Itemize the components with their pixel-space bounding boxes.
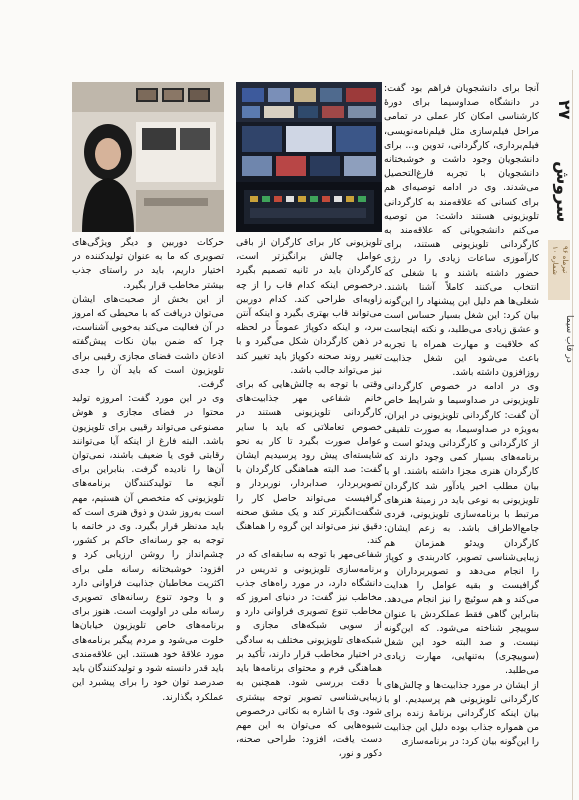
paragraph: حرکات دوربین و دیگر ویژگی‌های تصویری که ما به عنوان تولیدکننده در اختیار داریم، باید در راستای جذب بیشتر مخاطب قرار بگیرد.: [72, 237, 224, 291]
paragraph: از این بخش از صحبت‌های ایشان می‌توان دریافت که با محیطی که امروز در آن فعالیت می‌کند به‌خوبی آشناست، چرا که ضمن بیان نکات پیش‌گفته اذعان داشت فضای مجازی رقیبی برای تلویزیون است که باید آن را جدی گرفت.: [72, 293, 224, 391]
sidebar-divider: [572, 70, 573, 800]
article-column-right: [384, 82, 539, 794]
article-column-left: [72, 236, 224, 796]
paragraph: شفاعی‌مهر با توجه به سابقه‌ای که در برنامه‌سازی تلویزیونی و تدریس در دانشگاه دارد، در مورد راه‌های جذب مخاطب نیز گفت: در دنیای امروز که مخاطب تنوع تصویری فراوانی دارد و از سویی شبکه‌های مجازی و شبکه‌های تلویزیونی مختلف به سادگی در اختیار مخاطب قرار دارند، تأکید بر هماهنگی فرم و محتوای برنامه‌ها باید با دقت بررسی شود. همچنین به زیبایی‌شناسی تصویر توجه بیشتری شود. وی با اشاره به نکاتی درخصوص شیوه‌هایی که می‌توان به این مهم دست یافت، افزود: طراحی صحنه، دکور و نور،: [236, 549, 382, 760]
editor-illustration: [72, 82, 224, 232]
woman-editor-photo: [72, 82, 224, 232]
issue-number: شماره ۱۰: [551, 246, 559, 275]
article-column-middle: [236, 236, 382, 796]
page-sidebar: [548, 70, 574, 800]
paragraph: از ایشان در مورد جذابیت‌ها و چالش‌های کارگردانی تلویزیونی هم پرسیدیم. او با بیان اینکه کارگردانی برنامهٔ زنده برای من همواره جذاب بوده دلیل این جذابیت را این‌گونه بیان کرد: در برنامه‌سازی: [384, 679, 539, 748]
paragraph: وقتی با توجه به چالش‌هایی که برای خانم شفاعی مهر جذابیت‌های کارگردانی تلویزیونی هستند در خصوص تعاملاتی که باید با سایر عوامل صورت بگیرد تا کار به نحو شایسته‌ای پیش رود پرسیدیم ایشان گفت: صد البته هماهنگی کارگردان با تصویربردار، صدابردار، نوربردار و گرافیست می‌تواند حاصل کار را شگفت‌انگیزتر کند و یک مشق صحنه دقیق نیز می‌تواند این گروه را هماهنگ کند.: [236, 379, 382, 547]
paragraph: وی در ادامه در خصوص کارگردانی تلویزیونی در صداوسیما و شرایط خاص آن گفت: کارگردانی تلویزیونی در ایران، به‌ویژه در صداوسیما، به صورت تلفیقی از کارگردانی و کارگردانی ویدئو است و برنامه‌های بسیار کمی وجود دارند که کارگردان هنری مجزا داشته باشند. او با بیان مطلب اخیر یادآور شد کارگردان تلویزیونی به نوعی باید در زمینهٔ هنرهای مرتبط با برنامه‌سازی تلویزیونی، فردی جامع‌الاطراف باشد. به زعم ایشان: کارگردان ویدئو همزمان هم زیبایی‌شناسی تصویر، کادربندی و کوپاژ را انجام می‌دهد و تصویربرداران و گرافیست و بقیه عوامل را هدایت می‌کند و هم سوئیچ را نیز انجام می‌دهد. بنابراین گاهی فقط عملکردش با عنوان سوییچر شناخته می‌شود. که این‌گونه نیست. و صد البته خود این شغل (سوییچری) به‌تنهایی، مهارت زیادی می‌طلبد.: [384, 381, 539, 677]
paragraph: آنجا برای دانشجویان فراهم بود گفت: در دانشگاه صداوسیما برای دورهٔ کارشناسی امکان کار عملی در تمامی مراحل فیلم‌سازی مثل فیلم‌نامه‌نویسی، فیلم‌برداری، کارگردانی، تدوین و... برای دانشجویان وجود داشت و خوشبختانه دانشجویان با تجربه فارغ‌التحصیل می‌شدند. وی در ادامه توصیه‌ای هم برای کسانی که علاقه‌مند به کارگردانی تلویزیونی هستند داشت: من توصیه می‌کنم دانشجویانی که علاقه‌مند به کارگردانی تلویزیونی هستند، برای کارآموزی ساعات زیادی را در رژی حضور داشته باشند و با شغلی که انتخاب می‌کنند کاملاً آشنا باشند. شغلی‌ها هم دلیل این پیشنهاد را این‌گونه بیان کرد: این شغل بسیار حساس است و عشق زیادی می‌طلبد، و نکته اینجاست که خلاقیت و مهارت همراه با تجربه باعث می‌شود این شغل جذابیت روزافزون داشته باشد.: [384, 83, 539, 379]
magazine-logo: [550, 152, 572, 232]
control-room-illustration: [236, 82, 382, 232]
logo-text: سروش: [552, 161, 572, 223]
control-room-photo: [236, 82, 382, 232]
section-title: در قاب سیما: [564, 315, 574, 363]
paragraph: تلویزیونی کار برای کارگران از باقی عوامل چالش برانگیزتر است، کارگردان باید در ثانیه تصمیم بگیرد درخصوص اینکه کدام قاب را از چه زاویه‌ای طراحی کند. کدام دوربین می‌تواند قاب بهتری بگیرد و اینکه آنتن ببرد، و اینکه دکوپاژ عموماً در لحظه در ذهن کارگردان شکل می‌گیرد و با تغییر روند صحنه دکوپاژ باید تغییر کند نیز می‌تواند جالب باشد.: [236, 237, 382, 376]
paragraph: وی در این مورد گفت: امروزه تولید محتوا در فضای مجازی و هوش مصنوعی می‌تواند رقیبی برای تلویزیون باشد. البته فارغ از اینکه آیا می‌توانند رقابتی قوی یا ضعیف باشند، نمی‌توان آن‌ها را نادیده گرفت. بنابراین برای آنچه ما تولیدکنندگان برنامه‌های تلویزیونی که متخصص آن هستیم، مهم است به‌روز شدن و ذوق هنری است که باید مدنظر قرار بگیرد. وی در خاتمه با توجه به جو رسانه‌ای حاکم بر کشور، چشم‌انداز را روشن ارزیابی کرد و افزود: خوشبختانه رسانه ملی برای اکثریت مخاطبان جذابیت فراوانی دارد و با وجود تنوع رسانه‌های تصویری رسانه ملی در اولویت است. هنوز برای برنامه‌های خاص تلویزیون خیابان‌ها خلوت می‌شود و مردم پیگیر برنامه‌های مورد علاقهٔ خود هستند. این علاقه‌مندی باید قدر دانسته شود و تولیدکنندگان باید صدرصد توان خود را برای پیشبرد این عملکرد بگذارند.: [72, 393, 224, 703]
issue-badge: [548, 240, 570, 300]
page-number: ۲۷: [555, 100, 574, 120]
issue-date: تیرماه ۹۶: [561, 246, 569, 274]
